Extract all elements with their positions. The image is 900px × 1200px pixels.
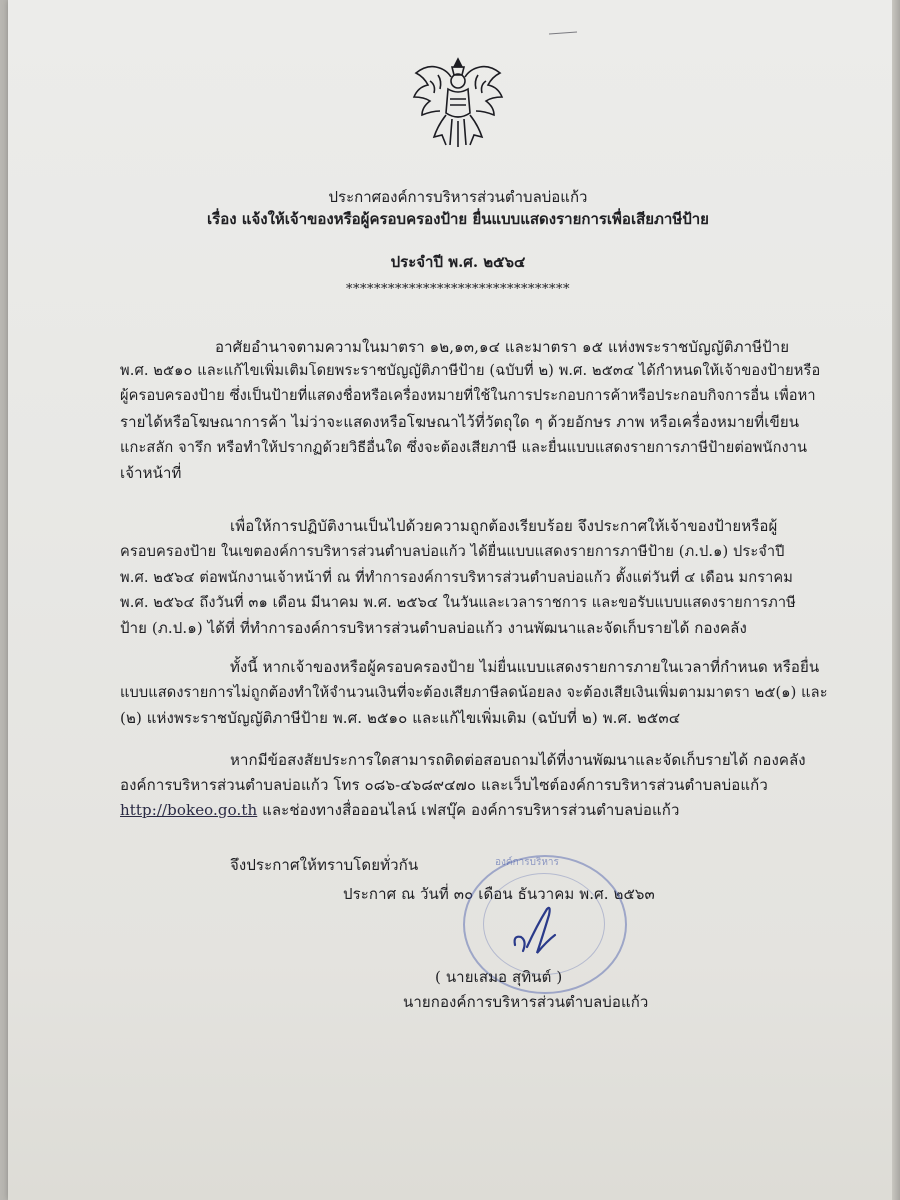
announcement-year: ประจำปี พ.ศ. ๒๕๖๔ <box>390 253 526 271</box>
paragraph1-line: พ.ศ. ๒๕๑๐ และแก้ไขเพิ่มเติมโดยพระราชบัญญัติภาษีป้าย (ฉบับที่ ๒) พ.ศ. ๒๕๓๔ ได้กำหนดให้เจ้าของป้ายหรือ <box>120 362 821 379</box>
website-link[interactable]: http://bokeo.go.th <box>120 801 258 819</box>
paper-edge <box>892 0 900 1200</box>
paragraph1-line: อาศัยอำนาจตามความในมาตรา ๑๒,๑๓,๑๔ และมาตรา ๑๕ แห่งพระราชบัญญัติภาษีป้าย <box>215 338 790 356</box>
announcement-date: ประกาศ ณ วันที่ ๓๐ เดือน ธันวาคม พ.ศ. ๒๕๖๓ <box>343 885 655 903</box>
garuda-emblem-icon <box>408 55 508 155</box>
separator-stars: ******************************** <box>346 282 570 297</box>
paragraph1-line: ผู้ครอบครองป้าย ซึ่งเป็นป้ายที่แสดงชื่อหรือเครื่องหมายที่ใช้ในการประกอบการค้าหรือประกอบกิจการอื่น เพื่อหา <box>120 387 816 404</box>
paragraph2-line: พ.ศ. ๒๕๖๔ ถึงวันที่ ๓๑ เดือน มีนาคม พ.ศ. ๒๕๖๔ ในวันและเวลาราชการ และขอรับแบบแสดงรายการภาษี <box>120 594 796 611</box>
stamp-text: องค์การบริหาร <box>495 857 559 868</box>
handwritten-signature <box>503 895 573 965</box>
signer-title: นายกองค์การบริหารส่วนตำบลบ่อแก้ว <box>403 993 649 1011</box>
closing-statement: จึงประกาศให้ทราบโดยทั่วกัน <box>230 856 419 874</box>
paragraph3-line: ทั้งนี้ หากเจ้าของหรือผู้ครอบครองป้าย ไม่ยื่นแบบแสดงรายการภายในเวลาที่กำหนด หรือยื่น <box>230 658 820 676</box>
paragraph2-line: พ.ศ. ๒๕๖๔ ต่อพนักงานเจ้าหน้าที่ ณ ที่ทำการองค์การบริหารส่วนตำบลบ่อแก้ว ตั้งแต่วันที่ ๔ เดือน มกราคม <box>120 569 794 586</box>
document-page <box>8 0 892 1200</box>
paragraph3-line: (๒) แห่งพระราชบัญญัติภาษีป้าย พ.ศ. ๒๕๑๐ และแก้ไขเพิ่มเติม (ฉบับที่ ๒) พ.ศ. ๒๕๓๔ <box>120 709 681 727</box>
paragraph1-line: แกะสลัก จารึก หรือทำให้ปรากฏด้วยวิธีอื่นใด ซึ่งจะต้องเสียภาษี และยื่นแบบแสดงรายการภาษีป้ายต่อพนักงาน <box>120 439 808 456</box>
paragraph4-tail: และช่องทางสื่อออนไลน์ เฟสบุ๊ค องค์การบริหารส่วนตำบลบ่อแก้ว <box>257 801 680 819</box>
paragraph2-line: เพื่อให้การปฏิบัติงานเป็นไปด้วยความถูกต้องเรียบร้อย จึงประกาศให้เจ้าของป้ายหรือผู้ <box>230 517 778 535</box>
announcement-subject: เรื่อง แจ้งให้เจ้าของหรือผู้ครอบครองป้าย ยื่นแบบแสดงรายการเพื่อเสียภาษีป้าย <box>207 210 709 228</box>
pen-mark-icon <box>548 30 578 36</box>
announcement-header: ประกาศองค์การบริหารส่วนตำบลบ่อแก้ว <box>328 188 588 206</box>
paragraph2-line: ครอบครองป้าย ในเขตองค์การบริหารส่วนตำบลบ่อแก้ว ได้ยื่นแบบแสดงรายการภาษีป้าย (ภ.ป.๑) ประจำปี <box>120 543 785 560</box>
paragraph4-line: องค์การบริหารส่วนตำบลบ่อแก้ว โทร ๐๘๖-๔๖๘๙๔๗๐ และเว็บไซต์องค์การบริหารส่วนตำบลบ่อแก้ว <box>120 776 768 794</box>
paragraph1-line: รายได้หรือโฆษณาการค้า ไม่ว่าจะแสดงหรือโฆษณาไว้ที่วัตถุใด ๆ ด้วยอักษร ภาพ หรือเครื่องหมายที่เขียน <box>120 413 800 431</box>
paragraph4-line: หากมีข้อสงสัยประการใดสามารถติดต่อสอบถามได้ที่งานพัฒนาและจัดเก็บรายได้ กองคลัง <box>230 751 806 769</box>
paragraph2-line: ป้าย (ภ.ป.๑) ได้ที่ ที่ทำการองค์การบริหารส่วนตำบลบ่อแก้ว งานพัฒนาและจัดเก็บรายได้ กองคลัง <box>120 619 747 637</box>
paragraph1-line: เจ้าหน้าที่ <box>120 464 182 482</box>
paragraph3-line: แบบแสดงรายการไม่ถูกต้องทำให้จำนวนเงินที่จะต้องเสียภาษีลดน้อยลง จะต้องเสียเงินเพิ่มตามมาตรา ๒๕(๑) และ <box>120 684 828 701</box>
signer-name: ( นายเสมอ สุทินต์ ) <box>435 968 563 986</box>
